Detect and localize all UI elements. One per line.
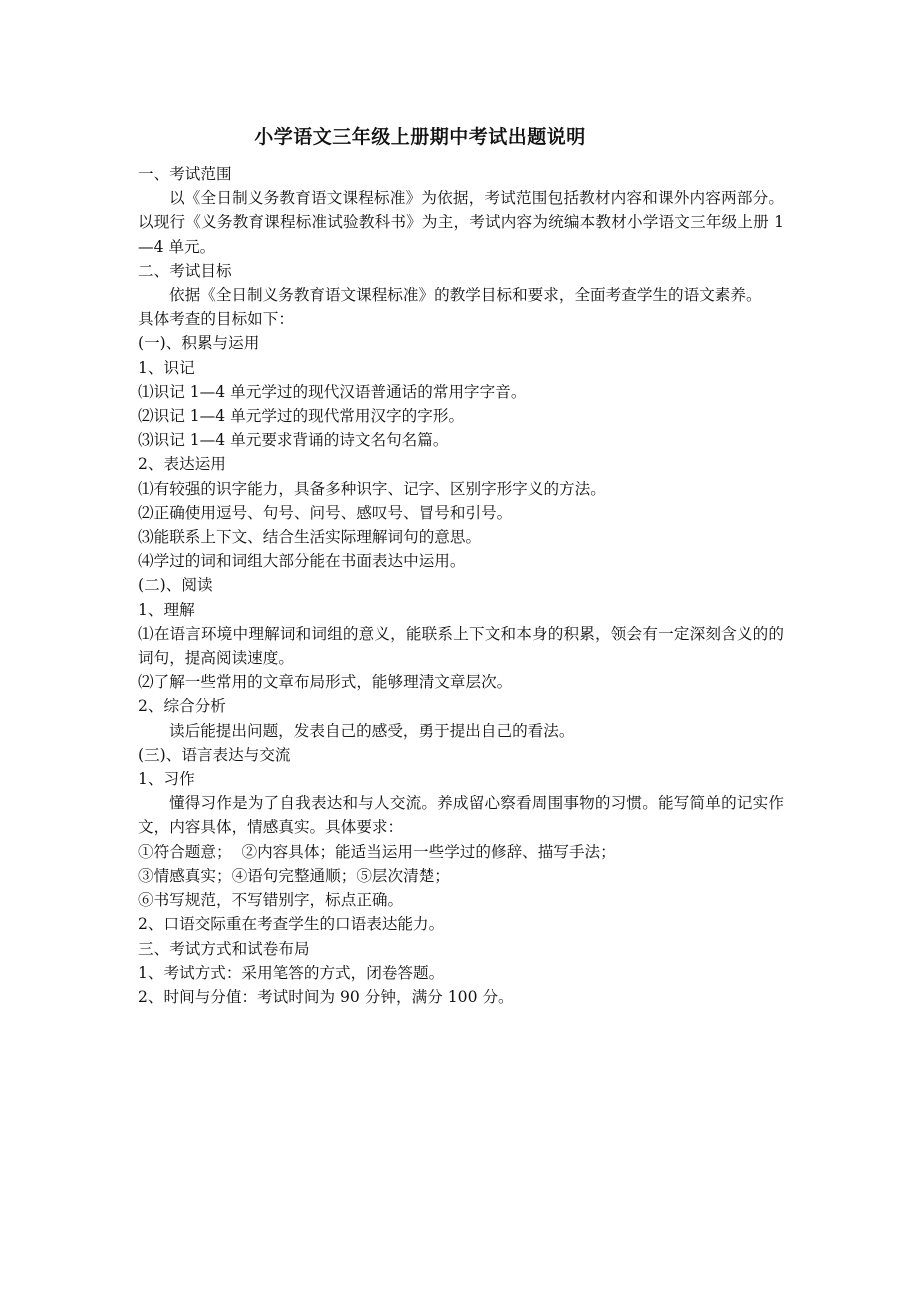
list-item: ⑴识记 1—4 单元学过的现代汉语普通话的常用字字音。 — [138, 382, 527, 401]
paragraph-exam-scope: 以《全日制义务教育语文课程标准》为依据，考试范围包括教材内容和课外内容两部分。以现行《义务教育课程标准试验教科书》为主，考试内容为统编本教材小学语文三年级上册 1—4 单元。 — [138, 189, 784, 256]
text-line: 读后能提出问题，发表自己的感受，勇于提出自己的看法。 — [169, 721, 575, 740]
section-heading-exam-goals: 二、考试目标 — [138, 261, 232, 280]
item-heading-understanding: 1、理解 — [138, 600, 195, 619]
list-item: ⑵正确使用逗号、句号、问号、感叹号、冒号和引号。 — [138, 503, 513, 522]
section-heading-exam-scope: 一、考试范围 — [138, 165, 232, 183]
list-item: ⑵识记 1—4 单元学过的现代常用汉字的字形。 — [138, 407, 465, 426]
list-item: ⑴有较强的识字能力，具备多种识字、记字、区别字形字义的方法。 — [138, 479, 606, 498]
subsection-heading-accumulation: (一)、积累与运用 — [138, 334, 260, 353]
section-heading-exam-format: 三、考试方式和试卷布局 — [138, 939, 310, 958]
text-line: 2、时间与分值：考试时间为 90 分钟，满分 100 分。 — [138, 987, 514, 1006]
subsection-heading-reading: (二)、阅读 — [138, 576, 213, 595]
paragraph-writing: 懂得习作是为了自我表达和与人交流。养成留心察看周围事物的习惯。能写简单的记实作文，内容具体，情感真实。具体要求： — [138, 794, 784, 837]
text-line: 2、口语交际重在考查学生的口语表达能力。 — [138, 915, 445, 934]
document-title: 小学语文三年级上册期中考试出题说明 — [254, 126, 586, 148]
paragraph-exam-goals: 依据《全日制义务教育语文课程标准》的教学目标和要求，全面考查学生的语文素养。 — [169, 286, 762, 305]
list-item: ⑶能联系上下文、结合生活实际理解词句的意思。 — [138, 528, 482, 547]
item-heading-expression: 2、表达运用 — [138, 455, 226, 474]
list-item: ⑵了解一些常用的文章布局形式，能够理清文章层次。 — [138, 673, 513, 692]
text-line: 1、考试方式：采用笔答的方式，闭卷答题。 — [138, 963, 445, 982]
list-item: ⑴在语言环境中理解词和词组的意义，能联系上下文和本身的积累，领会有一定深刻含义的的词句，提高阅读速度。 — [138, 624, 784, 668]
item-heading-memorize: 1、识记 — [138, 358, 195, 377]
text-line: 具体考查的目标如下： — [138, 310, 294, 329]
list-item: ⑥书写规范，不写错别字，标点正确。 — [138, 891, 404, 910]
item-heading-writing: 1、习作 — [138, 770, 195, 789]
subsection-heading-expression-communication: (三)、语言表达与交流 — [138, 745, 291, 764]
list-item: ⑷学过的词和词组大部分能在书面表达中运用。 — [138, 552, 466, 571]
item-heading-analysis: 2、综合分析 — [138, 697, 226, 716]
list-item: ①符合题意； ②内容具体；能适当运用一些学过的修辞、描写手法； — [138, 842, 616, 861]
list-item: ⑶识记 1—4 单元要求背诵的诗文名句名篇。 — [138, 431, 449, 450]
list-item: ③情感真实；④语句完整通顺；⑤层次清楚； — [138, 866, 450, 885]
document-body — [138, 162, 784, 1009]
